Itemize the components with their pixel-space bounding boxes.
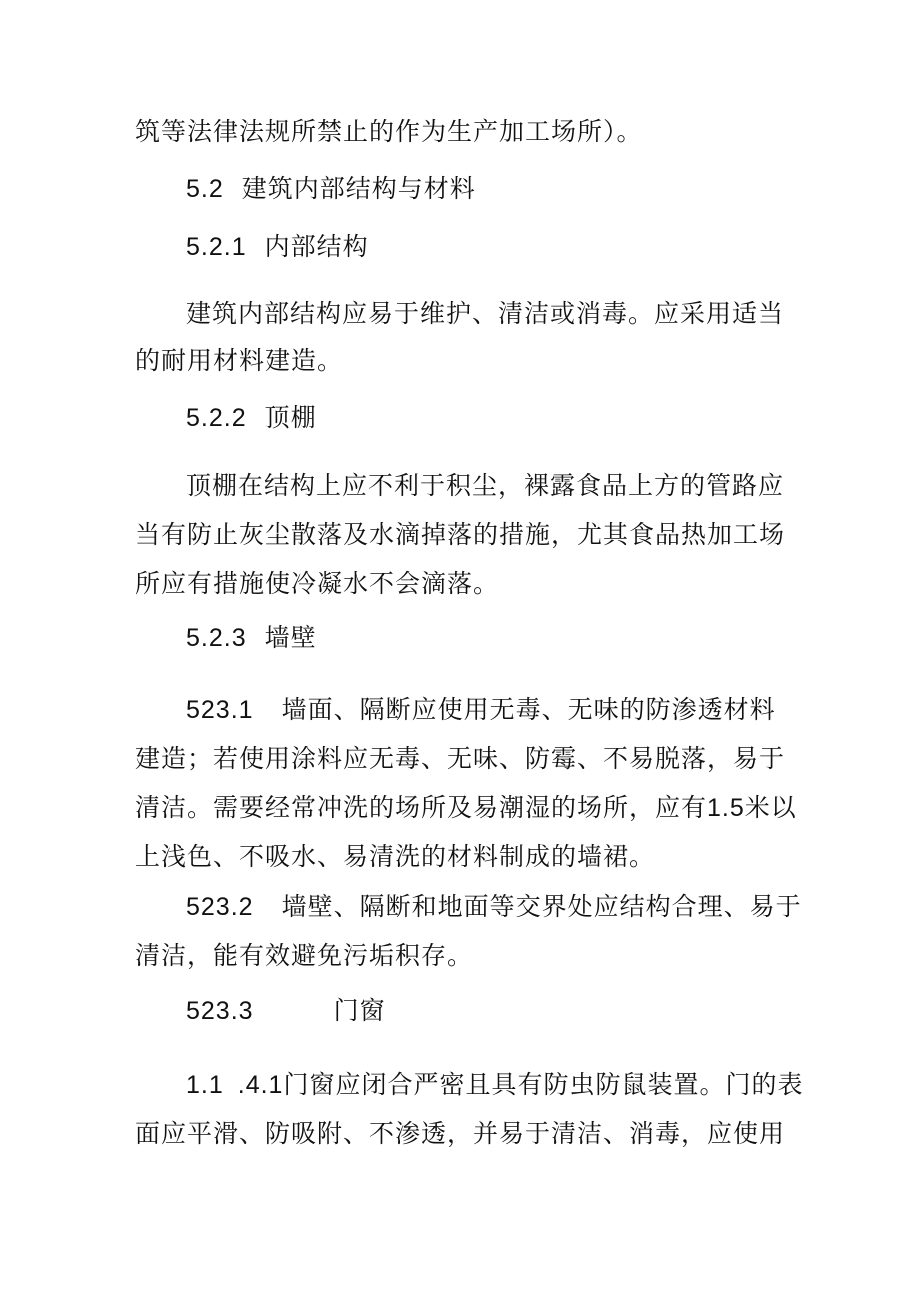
section-heading-5-2-1 — [186, 232, 369, 262]
paragraph-line — [135, 793, 797, 823]
text: 上浅色、不吸水、易清洗的材料制成的墙裙。 — [135, 842, 656, 871]
clause-number: .4.1 — [237, 1071, 284, 1099]
paragraph-line — [135, 744, 785, 774]
text: 面应平滑、防吸附、不渗透，并易于清洁、消毒，应使用 — [135, 1119, 786, 1148]
text: 筑等法律法规所禁止的作为生产加工场所）。 — [135, 117, 643, 146]
paragraph-line — [186, 1070, 803, 1100]
paragraph-line — [186, 695, 776, 725]
section-heading-5-2-2 — [186, 403, 317, 433]
text: 顶棚在结构上应不利于积尘，裸露食品上方的管路应 — [186, 471, 785, 500]
text: 清洁。需要经常冲洗的场所及易潮湿的场所，应有 — [135, 793, 708, 822]
section-heading-5-2-3 — [186, 623, 317, 653]
section-title: 墙壁 — [264, 623, 317, 652]
paragraph-line — [135, 520, 785, 550]
paragraph-line — [135, 1119, 785, 1149]
section-number: 5.2 — [186, 175, 224, 203]
paragraph-line — [135, 569, 499, 599]
clause-number: 1.1 — [186, 1071, 224, 1099]
text: 建筑内部结构应易于维护、清洁或消毒。应采用适当 — [186, 299, 785, 328]
paragraph-line — [186, 471, 784, 501]
section-heading-5-2 — [186, 174, 476, 204]
text: 门窗应闭合严密且具有防虫防鼠装置。门的表 — [283, 1070, 804, 1099]
section-number: 5.2.3 — [186, 624, 247, 652]
paragraph-line — [135, 117, 643, 147]
clause-number: 523.2 — [186, 893, 254, 921]
number-value: 1.5 — [707, 794, 745, 822]
section-title: 门窗 — [333, 996, 386, 1025]
text: 当有防止灰尘散落及水滴掉落的措施，尤其食品热加工场 — [135, 520, 786, 549]
text: 所应有措施使冷凝水不会滴落。 — [135, 569, 500, 598]
paragraph-line — [135, 346, 343, 376]
text: 清洁，能有效避免污垢积存。 — [135, 941, 474, 970]
text: 墙面、隔断应使用无毒、无味的防渗透材料 — [281, 695, 776, 724]
clause-number: 523.3 — [186, 997, 254, 1025]
paragraph-line — [186, 892, 802, 922]
clause-number: 523.1 — [186, 696, 254, 724]
section-title: 建筑内部结构与材料 — [241, 174, 476, 203]
section-heading-5-2-3-3 — [186, 996, 386, 1026]
section-title: 顶棚 — [264, 403, 317, 432]
section-number: 5.2.2 — [186, 404, 247, 432]
section-number: 5.2.1 — [186, 233, 247, 261]
text: 的耐用材料建造。 — [135, 346, 344, 375]
paragraph-line — [135, 842, 655, 872]
section-title: 内部结构 — [264, 232, 369, 261]
paragraph-line — [135, 941, 473, 971]
text: 米以 — [744, 793, 797, 822]
text: 墙壁、隔断和地面等交界处应结构合理、易于 — [281, 892, 802, 921]
text: 建造；若使用涂料应无毒、无味、防霉、不易脱落，易于 — [135, 744, 786, 773]
paragraph-line — [186, 299, 784, 329]
